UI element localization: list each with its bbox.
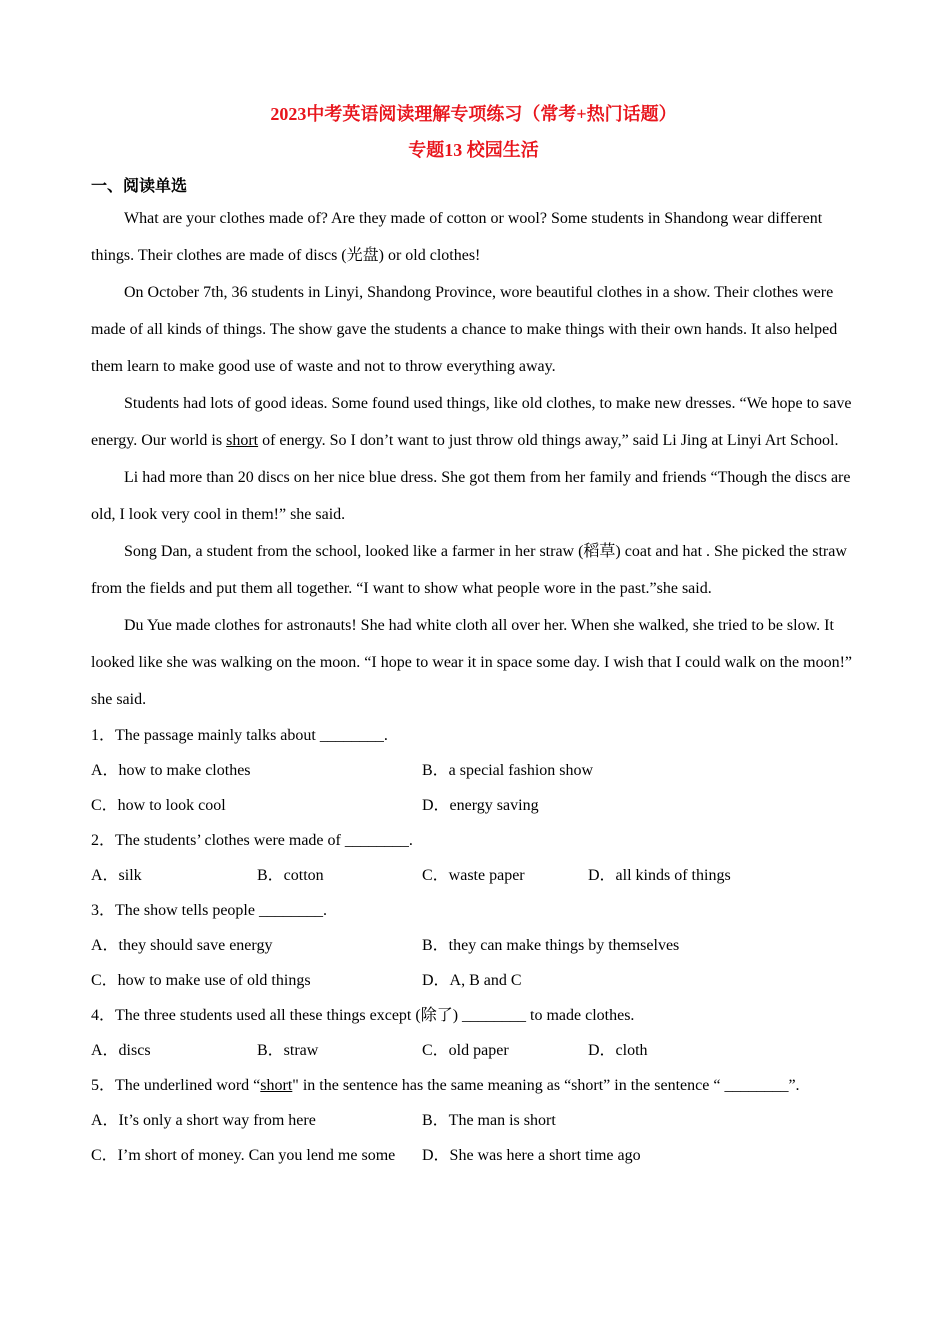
- question-4-stem: 4．The three students used all these things except (除了) ________ to made clothes.: [91, 1007, 635, 1024]
- question-3-stem: 3．The show tells people ________.: [91, 902, 327, 919]
- question-5-option-d: D．She was here a short time ago: [422, 1147, 641, 1164]
- question-1-option-c: C．how to look cool: [91, 797, 226, 814]
- passage-paragraph-6: Du Yue made clothes for astronauts! She had white cloth all over her. When she walked, she tried to be slow. It looked like she was walking on the moon. “I hope to wear it in space some day. I wish that I could walk on the moon!” she said.: [91, 617, 852, 708]
- passage-paragraph-4: Li had more than 20 discs on her nice blue dress. She got them from her family and friends “Though the discs are old, I look very cool in them!” she said.: [91, 469, 851, 523]
- section-heading: 一、阅读单选: [91, 178, 188, 195]
- question-2-option-d: D．all kinds of things: [588, 867, 731, 884]
- paragraph-3-text-start: Students had lots of good ideas. Some found used things, like old clothes, to make new dresses. “We hope to save energy. Our world is: [91, 395, 852, 449]
- passage-paragraph-2: On October 7th, 36 students in Linyi, Shandong Province, wore beautiful clothes in a show. Their clothes were made of all kinds of things. The show gave the students a chance to make things with their own hands. It also helped them learn to make good use of waste and not to throw everything away.: [91, 284, 838, 375]
- passage-paragraph-5: Song Dan, a student from the school, looked like a farmer in her straw (稻草) coat and hat . She picked the straw from the fields and put them all together. “I want to show what people wore in the past.”she said.: [91, 543, 847, 597]
- document-subtitle: 专题13 校园生活: [408, 140, 539, 160]
- question-3-option-c: C．how to make use of old things: [91, 972, 311, 989]
- question-5-stem-start: 5．The underlined word “: [91, 1077, 261, 1094]
- question-3-options-row-2: [91, 963, 856, 998]
- question-3-option-b: B．they can make things by themselves: [422, 937, 680, 954]
- question-1-options-row-2: [91, 788, 856, 823]
- question-1-option-b: B．a special fashion show: [422, 762, 594, 779]
- question-4-options-row: [91, 1033, 856, 1068]
- question-3-options-row-1: [91, 928, 856, 963]
- document-title: 2023中考英语阅读理解专项练习（常考+热门话题）: [270, 104, 677, 124]
- passage-paragraph-3: [91, 385, 856, 459]
- question-1-stem: 1．The passage mainly talks about ________.: [91, 727, 388, 744]
- question-1-option-d: D．energy saving: [422, 797, 539, 814]
- question-2-options-row: [91, 858, 856, 893]
- question-4-option-b: B．straw: [257, 1042, 319, 1059]
- question-3-option-a: A．they should save energy: [91, 937, 273, 954]
- question-5-options-row-2: [91, 1138, 856, 1173]
- question-2-option-c: C．waste paper: [422, 867, 525, 884]
- question-1-option-a: A．how to make clothes: [91, 762, 251, 779]
- question-2-option-b: B．cotton: [257, 867, 324, 884]
- question-5-options-row-1: [91, 1103, 856, 1138]
- question-4-option-d: D．cloth: [588, 1042, 648, 1059]
- question-5-stem: [91, 1068, 856, 1103]
- question-3-option-d: D．A, B and C: [422, 972, 522, 989]
- question-5-option-a: A．It’s only a short way from here: [91, 1112, 316, 1129]
- question-5-underlined-word: short: [260, 1077, 293, 1094]
- question-4-option-a: A．discs: [91, 1042, 151, 1059]
- question-2-option-a: A．silk: [91, 867, 142, 884]
- question-4-option-c: C．old paper: [422, 1042, 509, 1059]
- question-5-option-c: C．I’m short of money. Can you lend me some: [91, 1147, 396, 1164]
- question-1-options-row-1: [91, 753, 856, 788]
- question-5-option-b: B．The man is short: [422, 1112, 556, 1129]
- underlined-word-short: short: [226, 432, 259, 449]
- document-page: [91, 96, 856, 1173]
- question-5-stem-end: " in the sentence has the same meaning as “short” in the sentence “ ________”.: [292, 1077, 800, 1094]
- passage-paragraph-1: What are your clothes made of? Are they made of cotton or wool? Some students in Shandong wear different things. Their clothes are made of discs (光盘) or old clothes!: [91, 210, 823, 264]
- paragraph-3-text-end: of energy. So I don’t want to just throw old things away,” said Li Jing at Linyi Art School.: [258, 432, 839, 449]
- question-2-stem: 2．The students’ clothes were made of ________.: [91, 832, 413, 849]
